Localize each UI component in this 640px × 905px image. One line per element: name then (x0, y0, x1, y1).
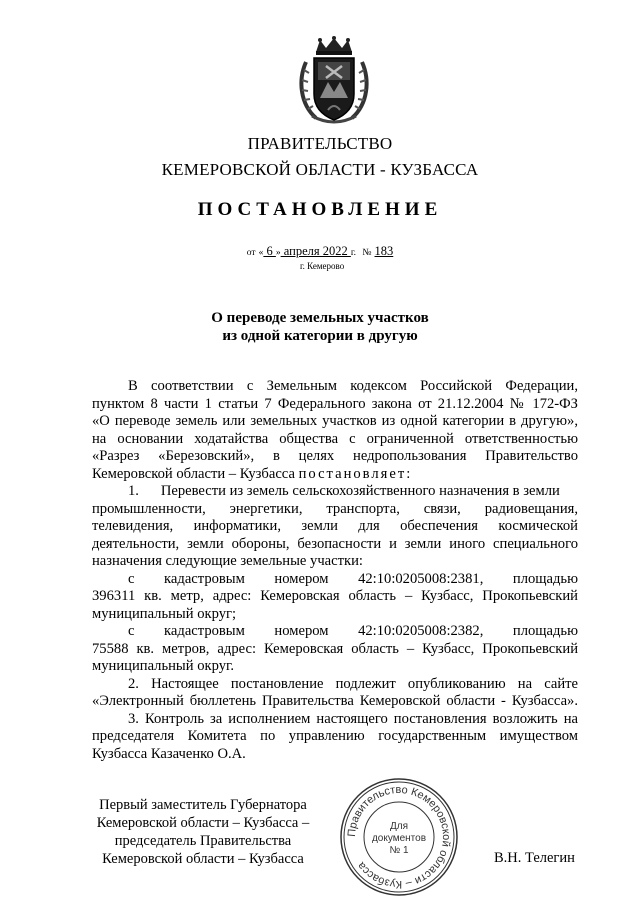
body-line: промышленности, энергетики, транспорта, связи, радиовещания, (92, 500, 578, 517)
quote-open: « (258, 248, 264, 258)
government-title-line1: ПРАВИТЕЛЬСТВО (247, 134, 393, 153)
body-line: Кузбасса Казаченко О.А. (92, 745, 246, 762)
body-line: председателя Комитета по управлению государственным имуществом (92, 728, 578, 744)
body-line: «Электронный бюллетень Правительства Кемеровской области - Кузбасса». (92, 693, 578, 709)
body-line: назначения следующие земельные участки: (92, 553, 363, 569)
signer-title-line: Кемеровской области – Кузбасса – (96, 815, 310, 831)
signer-title-line: Первый заместитель Губернатора (99, 797, 307, 813)
parcel-2-address: 75588 кв. метров, адрес: Кемеровская область – Кузбасс, Прокопьевский (92, 640, 578, 657)
body-line: В соответствии с Земельным кодексом Российской Федерации, (128, 378, 578, 394)
subject-line2: из одной категории в другую (222, 328, 418, 344)
parcel-1-address: 396311 кв. метр, адрес: Кемеровская область – Кузбасс, Прокопьевский (92, 588, 578, 604)
subject-line1: О переводе земельных участков (211, 310, 429, 326)
signer-name: В.Н. Телегин (494, 850, 575, 866)
stamp-inner-line: Для (389, 821, 409, 832)
clause-2: 2. Настоящее постановление подлежит опубликованию на сайте (128, 675, 578, 692)
body-line (92, 466, 578, 484)
signature-block (90, 796, 316, 868)
parcel-2-line: с кадастровым номером 42:10:0205008:2382, площадью (128, 623, 578, 639)
signer-title-line: председатель Правительства (114, 833, 292, 849)
body-line: телевидения, информатики, земли для обеспечения космической (92, 518, 578, 534)
clause-3: 3. Контроль за исполнением настоящего постановления возложить на (128, 710, 578, 727)
body-line: на основании ходатайства общества с ограниченной ответственностью (92, 430, 578, 447)
number-label: № (362, 248, 372, 258)
clause-1: 1. Перевести из земель сельскохозяйственного назначения в земли (128, 483, 560, 499)
coat-of-arms-emblem (296, 36, 372, 124)
date-day: 6 (263, 244, 276, 258)
body-line: муниципальный округ; (92, 605, 237, 622)
stamp-inner-line: № 1 (389, 845, 409, 856)
stamp-inner-line: документов (371, 833, 427, 844)
document-number: 183 (374, 244, 394, 258)
parcel-1-line: с кадастровым номером 42:10:0205008:2381, площадью (128, 570, 578, 587)
body-line: «Разрез «Березовский», в целях недропользования Правительство (92, 448, 578, 464)
official-stamp (337, 775, 461, 899)
body-line: деятельности, земли обороны, безопасности и земли иного специального (92, 535, 578, 552)
body-line: «О переводе земель или земельных участков из одной категории в другую», (92, 413, 578, 429)
body-line: пунктом 8 части 1 статьи 7 Федерального закона от 21.12.2004 № 172-ФЗ (92, 395, 578, 412)
signer-title-line: Кемеровской области – Кузбасса (102, 851, 304, 867)
stamp-ring-text: Правительство Кемеровской области – Кузбасса (345, 783, 453, 891)
government-title-line2: КЕМЕРОВСКОЙ ОБЛАСТИ - КУЗБАССА (161, 160, 479, 179)
body-line-part: Кемеровской области – Кузбасса (92, 465, 299, 482)
year-suffix: г. (350, 248, 357, 258)
city-label: г. Кемерово (300, 261, 345, 271)
date-month-year: апреля 2022 (280, 244, 351, 258)
quote-close: » (275, 248, 281, 258)
body-line: муниципальный округ. (92, 658, 234, 674)
decree-verb: постановляет: (298, 465, 413, 482)
date-number-line (0, 244, 640, 259)
document-type-heading: ПОСТАНОВЛЕНИЕ (197, 199, 443, 220)
document-body (92, 378, 578, 763)
date-prefix: от (246, 248, 256, 258)
